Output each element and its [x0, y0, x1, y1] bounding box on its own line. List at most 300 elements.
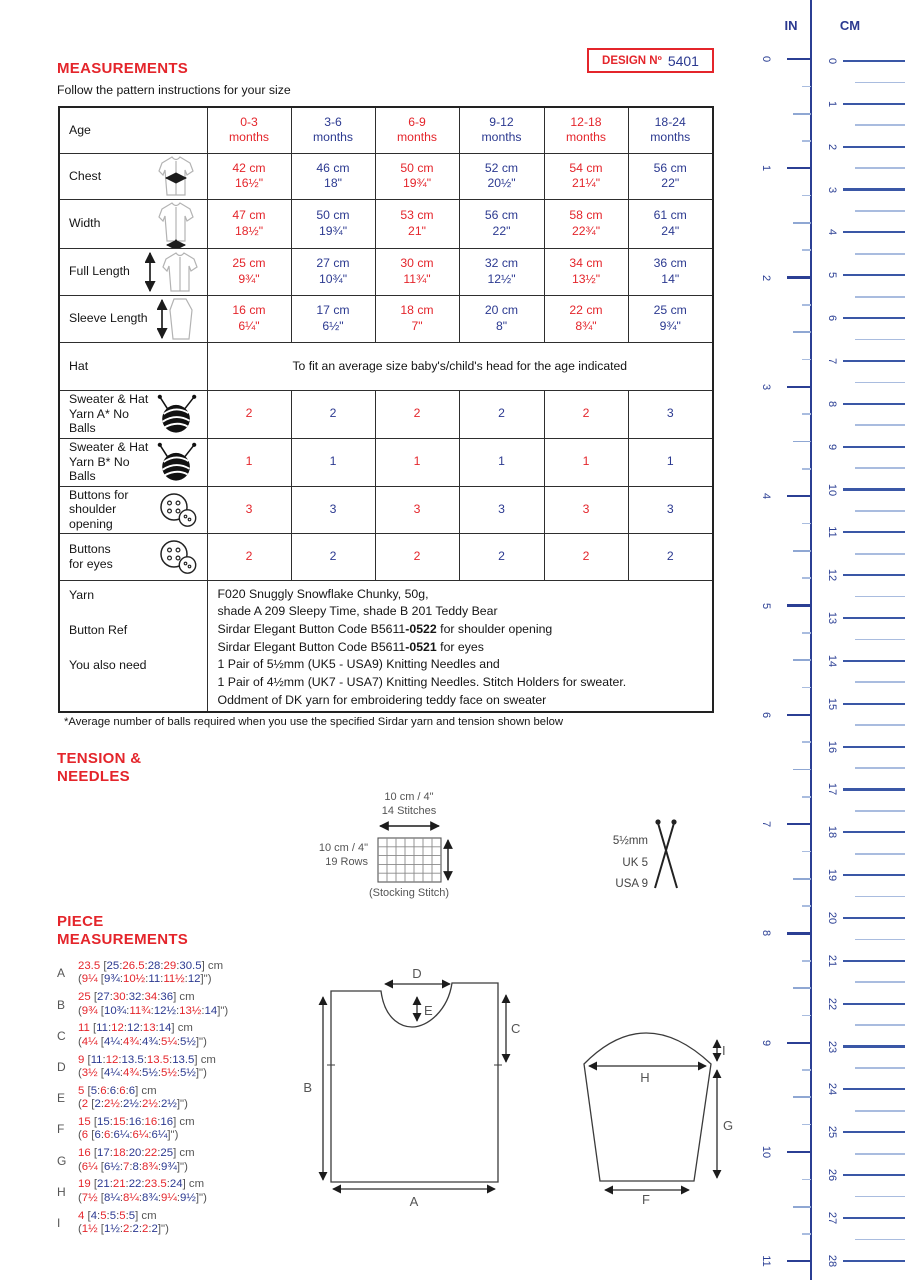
measurement-cell: 50 cm 19¾" — [291, 199, 375, 248]
ruler-inch-number: 6 — [760, 711, 772, 718]
ruler-inch-number: 11 — [760, 1255, 772, 1267]
ruler-inch-tick — [787, 604, 811, 606]
measurement-cell: 1 — [544, 438, 628, 486]
ruler-inch-tick — [787, 167, 811, 169]
dim-label-E: E — [424, 1003, 433, 1018]
ruler-inch-number: 5 — [760, 602, 772, 609]
ruler-cm-number: 11 — [826, 526, 838, 539]
ruler-half-inch-tick — [793, 1096, 811, 1098]
ruler-half-inch-tick — [793, 1206, 811, 1208]
ruler-cm-tick — [843, 188, 905, 190]
ruler-half-cm-tick — [855, 124, 905, 126]
info-label-cell — [59, 580, 207, 712]
measurement-cell: 1 — [207, 438, 291, 486]
measurement-cell: 3 — [544, 486, 628, 533]
ruler-cm-number: 17 — [826, 783, 838, 796]
piece-letter: C — [57, 1028, 66, 1043]
measurement-cell: 2 — [459, 533, 544, 580]
ruler-cm-number: 20 — [826, 911, 838, 925]
ruler-cm-tick — [843, 274, 905, 276]
swatch-grid-icon — [378, 838, 441, 882]
ruler-inch-tick — [787, 823, 811, 825]
body-dimension-arrows — [323, 984, 506, 1189]
piece-cm-values: 5 [5:6:6:6:6] cm — [78, 1084, 157, 1097]
sweater-full-length-icon — [145, 249, 199, 295]
row-label: Width — [69, 216, 101, 231]
ruler-half-cm-tick — [855, 1153, 905, 1155]
yarn-ball-icon — [155, 393, 199, 435]
ruler-cm-number: 18 — [826, 826, 838, 839]
measurements-table — [58, 106, 714, 713]
ruler-half-cm-tick — [855, 724, 905, 726]
info-label: You also need — [69, 658, 147, 673]
ruler-cm-tick — [843, 1174, 905, 1176]
ruler-half-cm-tick — [855, 339, 905, 341]
ruler-quarter-inch-tick — [802, 1233, 811, 1235]
table-row — [59, 199, 713, 248]
measurement-cell: 3 — [291, 486, 375, 533]
row-label-cell — [59, 342, 207, 390]
ruler-inch-number: 2 — [760, 274, 772, 281]
piece-cm-values: 23.5 [25:26.5:28:29:30.5] cm — [78, 960, 224, 972]
design-label: DESIGN Nº — [602, 54, 662, 67]
piece-inch-values: (3½ [4¼:4¾:5½:5½:5½]") — [78, 1067, 207, 1080]
measurement-cell: 58 cm 22¾" — [544, 199, 628, 248]
measurement-cell: 1 — [628, 438, 713, 486]
piece-measurement-item — [57, 1116, 292, 1143]
ruler-inch-number: 1 — [760, 165, 772, 172]
piece-measurement-item — [57, 960, 292, 987]
info-line: 1 Pair of 5½mm (UK5 - USA9) Knitting Needles and — [217, 657, 500, 672]
measurement-cell: 2 — [628, 533, 713, 580]
ruler-cm-tick — [843, 1088, 905, 1090]
piece-measurement-item — [57, 1210, 292, 1237]
ruler-cm-tick — [843, 531, 905, 533]
garment-schematics — [290, 960, 742, 1216]
info-label: Yarn — [69, 587, 95, 602]
ruler-half-cm-tick — [855, 296, 905, 298]
ruler-cm-number: 10 — [826, 483, 838, 496]
body-piece-outline — [327, 983, 502, 1182]
measurement-cell: 17 cm 6½" — [291, 295, 375, 342]
table-row — [59, 342, 713, 390]
ruler-cm-number: 25 — [826, 1126, 838, 1139]
piece-letter: G — [57, 1153, 67, 1168]
ruler-cm-header: CM — [839, 18, 861, 33]
ruler-half-inch-tick — [793, 331, 811, 333]
piece-inch-values: (9¾ [10¾:11¾:12½:13½:14]") — [78, 1004, 229, 1017]
measurement-cell: 50 cm 19¾" — [375, 153, 459, 199]
table-header-row — [59, 107, 713, 153]
measurement-cell: 52 cm 20½" — [459, 153, 544, 199]
ruler-half-cm-tick — [855, 639, 905, 641]
ruler-cm-tick — [843, 1045, 905, 1047]
ruler-quarter-inch-tick — [802, 359, 811, 361]
ruler-half-inch-tick — [793, 550, 811, 552]
piece-cm-values: 25 [27:30:32:34:36] cm — [78, 991, 195, 1004]
buttons-icon — [157, 538, 199, 576]
row-label-cell — [59, 390, 207, 438]
swatch-caption: (Stocking Stitch) — [368, 887, 450, 899]
info-line: 1 Pair of 4½mm (UK7 - USA7) Knitting Needles. Stitch Holders for sweater. — [217, 675, 627, 690]
measurement-cell: 20 cm 8" — [459, 295, 544, 342]
ruler-half-cm-tick — [855, 467, 905, 469]
ruler-cm-number: 24 — [826, 1083, 838, 1096]
ruler-cm-tick — [843, 103, 905, 105]
row-label: Hat — [69, 358, 89, 373]
ruler-inch-number: 10 — [760, 1145, 772, 1159]
ruler-cm-tick — [843, 1003, 905, 1005]
row-label-cell — [59, 199, 207, 248]
piece-cm-values: 11 [11:12:12:13:14] cm — [78, 1022, 193, 1035]
ruler-inch-tick — [787, 1151, 811, 1153]
piece-letter: H — [57, 1184, 66, 1199]
ruler-cm-number: 3 — [826, 186, 838, 193]
measurement-cell: 56 cm 22" — [628, 153, 713, 199]
ruler-half-cm-tick — [855, 382, 905, 384]
size-column-header: 0-3 months — [207, 107, 291, 153]
design-number-box — [587, 48, 714, 73]
ruler-cm-tick — [843, 60, 905, 62]
ruler-cm-tick — [843, 788, 905, 790]
measurement-cell: 3 — [207, 486, 291, 533]
piece-cm-values: 9 [11:12:13.5:13.5:13.5] cm — [78, 1053, 216, 1066]
ruler-cm-tick — [843, 917, 905, 919]
hat-note-cell: To fit an average size baby's/child's head for the age indicated — [207, 342, 713, 390]
ruler-cm-number: 7 — [826, 357, 838, 364]
ruler-cm-number: 26 — [826, 1168, 838, 1182]
ruler-half-cm-tick — [855, 167, 905, 169]
table-row — [59, 153, 713, 199]
ruler-quarter-inch-tick — [802, 1179, 811, 1181]
ruler-cm-number: 13 — [826, 611, 838, 625]
row-label: Buttons for shoulder opening — [69, 487, 129, 531]
ruler-half-cm-tick — [855, 253, 905, 255]
ruler-cm-tick — [843, 488, 905, 490]
ruler-inch-tick — [787, 714, 811, 716]
dim-label-F: F — [642, 1192, 650, 1207]
info-line: Sirdar Elegant Button Code B5611-0522 for shoulder opening — [217, 621, 553, 636]
dim-label-B: B — [303, 1080, 312, 1095]
ruler-cm-number: 9 — [826, 443, 838, 450]
ruler-divider-line — [810, 0, 812, 1280]
piece-letter: E — [57, 1091, 66, 1106]
size-column-header: 12-18 months — [544, 107, 628, 153]
measurement-cell: 22 cm 8¾" — [544, 295, 628, 342]
measurement-cell: 36 cm 14" — [628, 248, 713, 295]
ruler-half-cm-tick — [855, 681, 905, 683]
piece-cm-values: 19 [21:21:22:23.5:24] cm — [78, 1178, 205, 1191]
measurement-cell: 47 cm 18½" — [207, 199, 291, 248]
ruler-cm-number: 8 — [826, 400, 838, 407]
ruler-half-cm-tick — [855, 596, 905, 598]
measurement-cell: 25 cm 9¾" — [628, 295, 713, 342]
ruler-cm-tick — [843, 574, 905, 576]
buttons-icon — [157, 491, 199, 529]
ruler-cm-number: 6 — [826, 315, 838, 322]
ruler-cm-tick — [843, 831, 905, 833]
ruler-quarter-inch-tick — [802, 796, 811, 798]
measurement-cell: 3 — [375, 486, 459, 533]
ruler-half-cm-tick — [855, 810, 905, 812]
row-label: Sweater & Hat Yarn A* No Balls — [69, 392, 149, 436]
ruler-cm-number: 16 — [826, 740, 838, 753]
ruler-quarter-inch-tick — [802, 905, 811, 907]
tension-heading — [57, 750, 141, 786]
footnote: *Average number of balls required when you use the specified Sirdar yarn and tension shown below — [64, 716, 564, 728]
measurement-cell: 25 cm 9¾" — [207, 248, 291, 295]
row-label: Chest — [69, 168, 102, 183]
ruler-half-inch-tick — [793, 441, 811, 443]
measurement-cell: 2 — [375, 390, 459, 438]
ruler-half-cm-tick — [855, 1067, 905, 1069]
ruler-cm-number: 23 — [826, 1040, 838, 1053]
measurement-cell: 2 — [291, 533, 375, 580]
dim-label-C: C — [511, 1021, 521, 1036]
ruler-quarter-inch-tick — [802, 304, 811, 306]
ruler-cm-number: 27 — [826, 1211, 838, 1225]
measurement-cell: 3 — [459, 486, 544, 533]
ruler-inch-number: 4 — [760, 493, 772, 500]
piece-inch-values: (6 [6:6:6¼:6¼:6¼]") — [78, 1129, 179, 1142]
info-text-cell — [207, 580, 713, 712]
size-column-header: 9-12 months — [459, 107, 544, 153]
size-column-header: 18-24 months — [628, 107, 713, 153]
measurement-cell: 2 — [291, 390, 375, 438]
ruler-half-inch-tick — [793, 987, 811, 989]
dim-label-G: G — [723, 1118, 734, 1133]
piece-inch-values: (9¼ [9¾:10½:11:11½:12]") — [78, 973, 212, 986]
piece-measurement-item — [57, 1147, 292, 1174]
piece-measurement-item — [57, 1022, 292, 1049]
ruler-half-cm-tick — [855, 210, 905, 212]
ruler-half-cm-tick — [855, 1196, 905, 1198]
ruler-inch-number: 3 — [760, 383, 772, 390]
row-label-cell — [59, 486, 207, 533]
ruler-cm-number: 15 — [826, 697, 838, 710]
ruler-quarter-inch-tick — [802, 86, 811, 88]
tension-stitches-label: 10 cm / 4" 14 Stitches — [381, 791, 437, 817]
measurement-cell: 2 — [207, 533, 291, 580]
ruler-cm-number: 0 — [826, 57, 838, 65]
piece-inch-values: (2 [2:2½:2½:2½:2½]") — [78, 1098, 188, 1111]
piece-letter: A — [57, 966, 66, 981]
measurement-cell: 1 — [375, 438, 459, 486]
ruler-quarter-inch-tick — [802, 687, 811, 689]
ruler-inch-tick — [787, 276, 811, 278]
row-label: Sleeve Length — [69, 311, 148, 326]
table-row — [59, 248, 713, 295]
measurement-cell: 1 — [459, 438, 544, 486]
ruler-inch-tick — [787, 1260, 811, 1262]
info-line: Oddment of DK yarn for embroidering teddy face on sweater — [217, 692, 547, 707]
ruler-cm-number: 19 — [826, 869, 838, 882]
ruler-inch-number: 8 — [760, 930, 772, 937]
sweater-chest-icon — [153, 154, 199, 198]
row-label-cell — [59, 248, 207, 295]
piece-measurement-item — [57, 1178, 292, 1205]
ruler-cm-tick — [843, 746, 905, 748]
ruler-cm-tick — [843, 703, 905, 705]
row-label: Buttons for eyes — [69, 542, 113, 571]
dim-label-I: I — [722, 1043, 726, 1058]
ruler-quarter-inch-tick — [802, 413, 811, 415]
ruler-cm-tick — [843, 617, 905, 619]
measurement-cell: 53 cm 21" — [375, 199, 459, 248]
piece-inch-values: (7½ [8¼:8¼:8¾:9¼:9½]") — [78, 1191, 207, 1204]
ruler-quarter-inch-tick — [802, 632, 811, 634]
ruler-cm-tick — [843, 403, 905, 405]
size-column-header: 3-6 months — [291, 107, 375, 153]
ruler-cm-tick — [843, 446, 905, 448]
ruler-quarter-inch-tick — [802, 523, 811, 525]
piece-measurement-item — [57, 1085, 292, 1112]
yarn-ball-icon — [155, 441, 199, 483]
yarn-info-row — [59, 580, 713, 712]
info-line: shade A 209 Sleepy Time, shade B 201 Teddy Bear — [217, 604, 498, 619]
piece-cm-values: 4 [4:5:5:5:5] cm — [78, 1209, 157, 1222]
ruler-half-cm-tick — [855, 553, 905, 555]
sweater-width-icon — [153, 200, 199, 248]
ruler-inch-tick — [787, 58, 811, 60]
tension-heading-line2: NEEDLES — [57, 768, 130, 785]
ruler-half-cm-tick — [855, 1239, 905, 1241]
ruler-inch-number: 7 — [760, 821, 772, 828]
ruler-quarter-inch-tick — [802, 741, 811, 743]
measurement-cell: 46 cm 18" — [291, 153, 375, 199]
ruler-cm-number: 12 — [826, 569, 838, 582]
piece-letter: D — [57, 1060, 66, 1075]
piece-heading-line1: PIECE — [57, 913, 104, 930]
ruler-cm-tick — [843, 317, 905, 319]
ruler-quarter-inch-tick — [802, 1069, 811, 1071]
piece-heading-line2: MEASUREMENTS — [57, 931, 189, 948]
row-label-cell — [59, 153, 207, 199]
sleeve-length-icon — [157, 296, 199, 342]
ruler-cm-tick — [843, 960, 905, 962]
row-label: Sweater & Hat Yarn B* No Balls — [69, 440, 149, 484]
ruler-inches-header: IN — [784, 18, 798, 33]
measurement-cell: 34 cm 13½" — [544, 248, 628, 295]
ruler-half-cm-tick — [855, 82, 905, 84]
ruler-half-cm-tick — [855, 1110, 905, 1112]
measurement-cell: 2 — [544, 533, 628, 580]
ruler-quarter-inch-tick — [802, 577, 811, 579]
row-label-cell — [59, 295, 207, 342]
ruler-cm-tick — [843, 231, 905, 233]
info-line: F020 Snuggly Snowflake Chunky, 50g, — [217, 586, 429, 601]
age-label: Age — [69, 123, 91, 137]
ruler-inch-tick — [787, 1042, 811, 1044]
ruler-half-inch-tick — [793, 222, 811, 224]
measurement-cell: 2 — [459, 390, 544, 438]
ruler-quarter-inch-tick — [802, 1015, 811, 1017]
ruler-half-inch-tick — [793, 769, 811, 771]
ruler-cm-number: 14 — [826, 654, 838, 668]
page-subtitle: Follow the pattern instructions for your size — [57, 83, 291, 97]
ruler-quarter-inch-tick — [802, 249, 811, 251]
ruler-quarter-inch-tick — [802, 1124, 811, 1126]
measurement-cell: 18 cm 7" — [375, 295, 459, 342]
measurement-cell: 2 — [544, 390, 628, 438]
row-label: Full Length — [69, 264, 130, 279]
ruler-cm-number: 28 — [826, 1254, 838, 1267]
row-label-cell — [59, 533, 207, 580]
ruler-cm-number: 21 — [826, 954, 838, 967]
table-row — [59, 295, 713, 342]
sleeve-dimension-arrows — [589, 1040, 717, 1190]
ruler-cm-number: 4 — [826, 229, 838, 236]
ruler-half-cm-tick — [855, 939, 905, 941]
ruler-half-cm-tick — [855, 424, 905, 426]
ruler-cm-number: 2 — [826, 143, 838, 150]
ruler-half-inch-tick — [793, 113, 811, 115]
ruler-cm-tick — [843, 360, 905, 362]
ruler-cm-tick — [843, 874, 905, 876]
piece-inch-values: (1½ [1½:2:2:2:2]") — [78, 1223, 169, 1236]
ruler-cm-number: 22 — [826, 997, 838, 1010]
piece-letter: I — [57, 1216, 61, 1231]
tension-heading-line1: TENSION & — [57, 750, 142, 767]
age-header-cell — [59, 107, 207, 153]
tension-swatch-diagram — [352, 810, 462, 890]
ruler-quarter-inch-tick — [802, 140, 811, 142]
piece-measurements-heading — [57, 913, 188, 949]
ruler-inch-tick — [787, 495, 811, 497]
dim-label-D: D — [412, 966, 422, 981]
row-label-cell — [59, 438, 207, 486]
measurement-cell: 54 cm 21¼" — [544, 153, 628, 199]
piece-letter: B — [57, 997, 66, 1012]
measurement-cell: 32 cm 12½" — [459, 248, 544, 295]
ruler-half-cm-tick — [855, 853, 905, 855]
ruler-quarter-inch-tick — [802, 468, 811, 470]
piece-cm-values: 15 [15:15:16:16:16] cm — [78, 1116, 195, 1129]
tension-rows-label: 10 cm / 4" 19 Rows — [318, 842, 368, 868]
crossed-needles-icon — [648, 815, 688, 893]
measurement-cell: 2 — [207, 390, 291, 438]
measurement-cell: 3 — [628, 486, 713, 533]
table-row — [59, 486, 713, 533]
measurement-cell: 16 cm 6¼" — [207, 295, 291, 342]
ruler-cm-tick — [843, 1260, 905, 1262]
measurement-cell: 61 cm 24" — [628, 199, 713, 248]
piece-measurement-item — [57, 991, 292, 1018]
dim-label-A: A — [409, 1194, 419, 1209]
piece-letter: F — [57, 1122, 65, 1137]
measurement-cell: 30 cm 11¾" — [375, 248, 459, 295]
ruler-inch-number: 0 — [760, 55, 772, 63]
info-label: Button Ref — [69, 622, 128, 637]
sleeve-piece-outline — [584, 1033, 711, 1181]
ruler-half-inch-tick — [793, 878, 811, 880]
ruler-cm-tick — [843, 1217, 905, 1219]
ruler-half-cm-tick — [855, 1024, 905, 1026]
needle-size-labels: 5½mm UK 5 USA 9 — [612, 835, 648, 890]
table-row — [59, 438, 713, 486]
measurement-cell: 3 — [628, 390, 713, 438]
measurement-cell: 1 — [291, 438, 375, 486]
ruler-quarter-inch-tick — [802, 960, 811, 962]
piece-measurements-list — [57, 960, 292, 1241]
table-row — [59, 533, 713, 580]
ruler-half-cm-tick — [855, 510, 905, 512]
piece-inch-values: (6¼ [6½:7:8:8¾:9¾]") — [78, 1160, 188, 1173]
piece-measurement-item — [57, 1054, 292, 1081]
measurement-cell: 42 cm 16½" — [207, 153, 291, 199]
ruler-cm-tick — [843, 146, 905, 148]
ruler-half-cm-tick — [855, 767, 905, 769]
